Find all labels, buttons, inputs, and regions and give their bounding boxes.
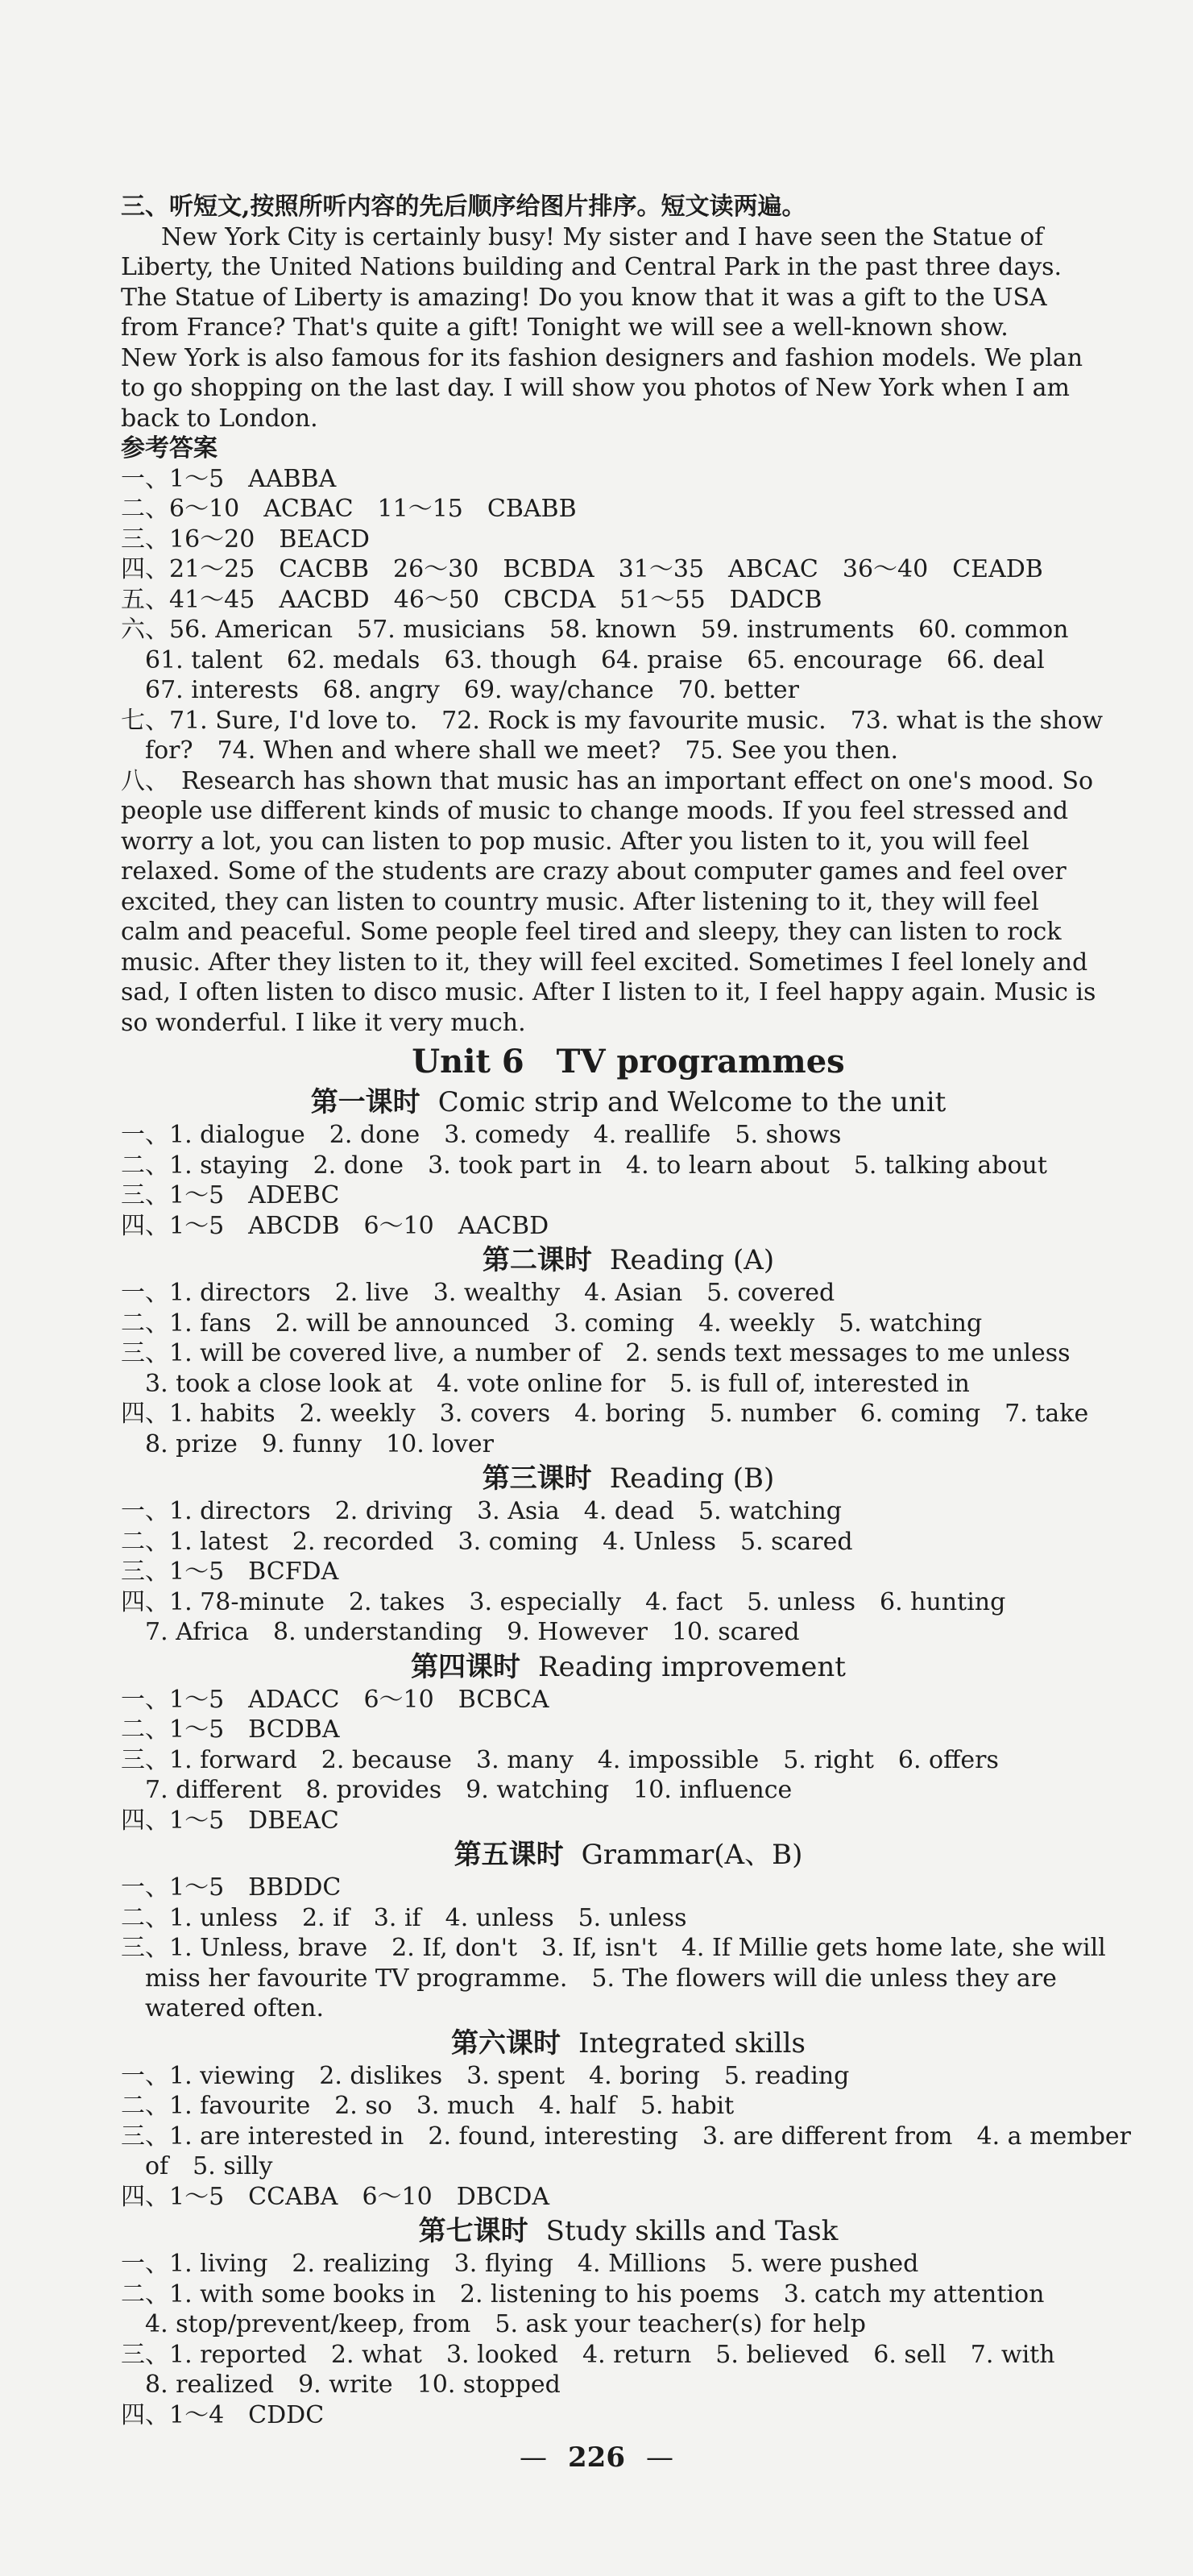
answer-line: 一、1～5 ADACC 6～10 BCBCA xyxy=(121,1685,549,1714)
answer-line: 二、1. unless 2. if 3. if 4. unless 5. unless xyxy=(121,1903,687,1932)
answer-line: 四、1. 78-minute 2. takes 3. especially 4. fact 5. unless 6. hunting xyxy=(121,1587,1006,1616)
page-number xyxy=(0,2441,1193,2474)
essay-line: worry a lot, you can listen to pop music. After you listen to it, you will feel xyxy=(121,827,1029,856)
page-content xyxy=(121,192,1136,2430)
passage-line: back to London. xyxy=(121,404,318,433)
answer-line: 8. prize 9. funny 10. lover xyxy=(121,1429,494,1458)
lesson-title xyxy=(121,1461,1136,1496)
passage-line: Liberty, the United Nations building and Central Park in the past three days. xyxy=(121,253,1063,281)
answer-line: 61. talent 62. medals 63. though 64. praise 65. encourage 66. deal xyxy=(121,645,1045,674)
answer-line: miss her favourite TV programme. 5. The flowers will die unless they are xyxy=(121,1964,1057,1993)
answer-line: 67. interests 68. angry 69. way/chance 70. better xyxy=(121,676,800,704)
unit-title: Unit 6 TV programmes xyxy=(412,1043,845,1081)
answer-line: 三、1. forward 2. because 3. many 4. impossible 5. right 6. offers xyxy=(121,1745,999,1774)
answer-line: 3. took a close look at 4. vote online for 5. is full of, interested in xyxy=(121,1369,970,1398)
answer-line: for? 74. When and where shall we meet? 75. See you then. xyxy=(121,736,899,765)
answer-line: 四、1. habits 2. weekly 3. covers 4. boring 5. number 6. coming 7. take xyxy=(121,1400,1089,1428)
answer-line: 二、1～5 BCDBA xyxy=(121,1715,340,1744)
essay-line: excited, they can listen to country music. After listening to it, they will feel xyxy=(121,887,1039,916)
answer-line: 4. stop/prevent/keep, from 5. ask your teacher(s) for help xyxy=(121,2310,866,2338)
answer-line: 一、1. directors 2. driving 3. Asia 4. dead 5. watching xyxy=(121,1497,843,1525)
answer-line: 三、1～5 ADEBC xyxy=(121,1181,340,1209)
lesson-en-label: Study skills and Task xyxy=(545,2215,839,2247)
listening-passage xyxy=(121,222,1136,434)
answer-line: 五、41～45 AACBD 46～50 CBCDA 51～55 DADCB xyxy=(121,585,822,614)
answer-line: of 5. silly xyxy=(121,2152,273,2180)
answer-line: 一、1～5 AABBA xyxy=(121,464,337,493)
answer-line: 六、56. American 57. musicians 58. known 59. instruments 60. common xyxy=(121,616,1069,644)
answer-line: 三、16～20 BEACD xyxy=(121,525,370,554)
lesson-title xyxy=(121,1242,1136,1278)
passage-line: New York City is certainly busy! My sister and I have seen the Statue of xyxy=(161,222,1044,251)
lesson-en-label: Integrated skills xyxy=(578,2026,806,2060)
answer-line: 7. Africa 8. understanding 9. However 10. scared xyxy=(121,1618,800,1646)
answer-line: 8. realized 9. write 10. stopped xyxy=(121,2371,561,2399)
passage-line: New York is also famous for its fashion designers and fashion models. We plan xyxy=(121,343,1083,372)
essay-line: relaxed. Some of the students are crazy about computer games and feel over xyxy=(121,857,1067,886)
lesson-title xyxy=(121,2026,1136,2061)
essay-line: sad, I often listen to disco music. After I listen to it, I feel happy again. Music is xyxy=(121,978,1096,1006)
lesson-cn-label: 第四课时 xyxy=(411,1650,521,1683)
lesson-cn-label: 第一课时 xyxy=(310,1086,420,1118)
page-number-dash: — xyxy=(520,2441,547,2474)
lesson-en-label: Grammar(A、B) xyxy=(581,1839,803,1871)
passage-line: The Statue of Liberty is amazing! Do you know that it was a gift to the USA xyxy=(121,283,1047,312)
answer-line: 一、1. viewing 2. dislikes 3. spent 4. boring 5. reading xyxy=(121,2061,850,2090)
answer-line: 四、1～5 ABCDB 6～10 AACBD xyxy=(121,1211,549,1240)
passage-line: to go shopping on the last day. I will show you photos of New York when I am xyxy=(121,374,1070,402)
lesson-cn-label: 第二课时 xyxy=(482,1244,592,1276)
lesson-title xyxy=(121,1837,1136,1873)
lesson-cn-label: 第七课时 xyxy=(418,2215,528,2247)
lesson-en-label: Reading improvement xyxy=(538,1650,846,1683)
essay-line: so wonderful. I like it very much. xyxy=(121,1008,526,1037)
essay-line: people use different kinds of music to change moods. If you feel stressed and xyxy=(121,797,1069,825)
answer-line: 一、1. living 2. realizing 3. flying 4. Millions 5. were pushed xyxy=(121,2250,919,2278)
answer-line: 四、1～4 CDDC xyxy=(121,2400,325,2429)
lesson-en-label: Comic strip and Welcome to the unit xyxy=(437,1086,947,1118)
essay xyxy=(121,766,1136,1039)
answer-line: 一、1. dialogue 2. done 3. comedy 4. reallife 5. shows xyxy=(121,1121,842,1149)
lesson-title xyxy=(121,1085,1136,1120)
answer-line: 7. different 8. provides 9. watching 10. influence xyxy=(121,1776,793,1804)
lesson-cn-label: 第六课时 xyxy=(451,2026,561,2060)
page-number-dash: — xyxy=(645,2441,673,2474)
answer-line: watered often. xyxy=(121,1994,325,2022)
answer-line: 三、1. are interested in 2. found, interesting 3. are different from 4. a member xyxy=(121,2122,1132,2151)
answer-line: 四、1～5 CCABA 6～10 DBCDA xyxy=(121,2182,550,2211)
lesson-en-label: Reading (B) xyxy=(609,1462,775,1495)
answer-line: 三、1. will be covered live, a number of 2. sends text messages to me unless xyxy=(121,1339,1071,1367)
answer-list xyxy=(121,464,1136,766)
answer-line: 一、1～5 BBDDC xyxy=(121,1873,342,1902)
answer-line: 四、1～5 DBEAC xyxy=(121,1806,339,1835)
answer-line: 三、1. reported 2. what 3. looked 4. return 5. believed 6. sell 7. with xyxy=(121,2340,1055,2369)
answer-line: 二、1. fans 2. will be announced 3. coming 4. weekly 5. watching xyxy=(121,1309,983,1338)
answer-line: 三、1～5 BCFDA xyxy=(121,1558,339,1586)
answers-heading: 参考答案 xyxy=(121,434,217,463)
essay-line: music. After they listen to it, they will feel excited. Sometimes I feel lonely and xyxy=(121,948,1088,977)
answer-line: 二、6～10 ACBAC 11～15 CBABB xyxy=(121,495,577,523)
listening-heading: 三、听短文,按照所听内容的先后顺序给图片排序。短文读两遍。 xyxy=(121,193,806,221)
answer-line: 二、1. latest 2. recorded 3. coming 4. Unless 5. scared xyxy=(121,1527,853,1556)
answer-line: 二、1. with some books in 2. listening to his poems 3. catch my attention xyxy=(121,2279,1045,2308)
lesson-title xyxy=(121,1649,1136,1685)
essay-line: calm and peaceful. Some people feel tired and sleepy, they can listen to rock xyxy=(121,918,1062,946)
lesson-en-label: Reading (A) xyxy=(609,1244,775,1276)
essay-line: 八、 Research has shown that music has an important effect on one's mood. So xyxy=(121,766,1094,795)
answer-line: 四、21～25 CACBB 26～30 BCBDA 31～35 ABCAC 36～40 CEADB xyxy=(121,555,1043,583)
lesson-title xyxy=(121,2213,1136,2249)
answer-line: 一、1. directors 2. live 3. wealthy 4. Asian 5. covered xyxy=(121,1279,835,1307)
answer-line: 二、1. favourite 2. so 3. much 4. half 5. habit xyxy=(121,2092,735,2120)
answer-line: 七、71. Sure, I'd love to. 72. Rock is my favourite music. 73. what is the show xyxy=(121,706,1104,735)
lesson-cn-label: 第三课时 xyxy=(482,1462,592,1495)
passage-line: from France? That's quite a gift! Tonight we will see a well-known show. xyxy=(121,313,1009,342)
answer-line: 二、1. staying 2. done 3. took part in 4. to learn about 5. talking about xyxy=(121,1151,1047,1180)
lesson-cn-label: 第五课时 xyxy=(454,1839,564,1871)
answer-line: 三、1. Unless, brave 2. If, don't 3. If, isn't 4. If Millie gets home late, she will xyxy=(121,1934,1106,1962)
page-number-value: 226 xyxy=(568,2441,625,2474)
